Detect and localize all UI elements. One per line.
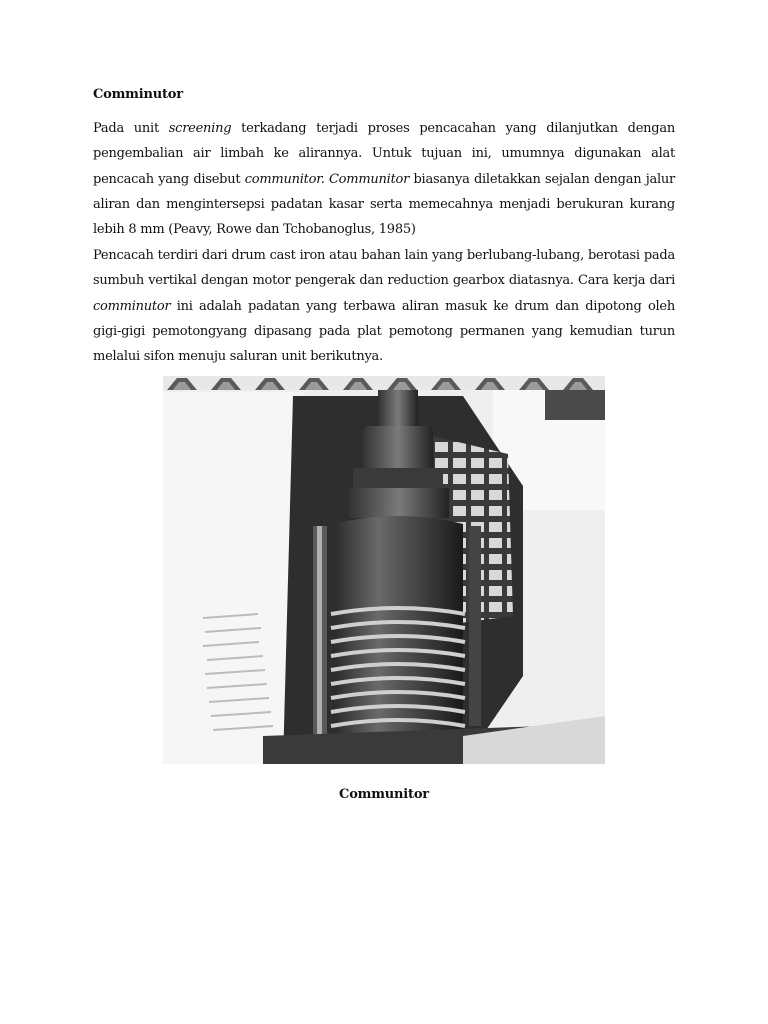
paragraph-2-text-b: ini adalah padatan yang terbawa aliran masuk ke drum dan dipotong oleh gigi-gigi pemotongyang dipasang pada plat pemotong permanen yang kemudian turun melalui sifon menuju saluran unit berikutnya.	[93, 298, 675, 365]
motor-top	[378, 390, 418, 430]
communitor-photo-illustration	[163, 376, 605, 764]
paragraph-1-term-screening: screening	[168, 121, 232, 136]
paragraph-2	[93, 243, 675, 369]
paragraph-2-text-a: Pencacah terdiri dari drum cast iron atau bahan lain yang berlubang-lubang, berotasi pada sumbuh vertikal dengan motor pengerak dan reduction gearbox diatasnya. Cara kerja dari	[93, 248, 675, 289]
gearbox-flange	[353, 468, 443, 490]
left-rail-highlight	[317, 526, 322, 746]
communitor-photo	[163, 376, 605, 764]
right-rail	[469, 526, 481, 726]
photo-top-border	[163, 376, 605, 390]
paragraph-1-term-communitor: communitor. Communitor	[244, 171, 410, 187]
background-dark-corner	[545, 390, 605, 420]
paragraph-1-text-a: Pada unit	[93, 121, 169, 136]
background-paper	[163, 392, 303, 764]
paragraph-1-text-c: biasanya diletakkan sejalan dengan jalur aliran dan mengintersepsi padatan kasar serta memecahnya menjadi berukuran kurang lebih 8 mm (Peavy, Rowe dan Tchobanoglus, 1985)	[93, 171, 676, 238]
drum-collar	[349, 488, 449, 518]
gearbox	[363, 426, 433, 472]
paragraph-1	[93, 116, 675, 242]
paragraph-2-term-comminutor: comminutor	[93, 298, 171, 314]
paragraph-1-text-b: terkadang terjadi proses pencacahan yang dilanjutkan dengan pengembalian air limbah ke alirannya. Untuk tujuan ini, umumnya digunakan alat pencacah yang disebut	[93, 121, 675, 187]
figure-caption: Communitor	[339, 787, 429, 802]
section-heading: Comminutor	[93, 87, 183, 102]
